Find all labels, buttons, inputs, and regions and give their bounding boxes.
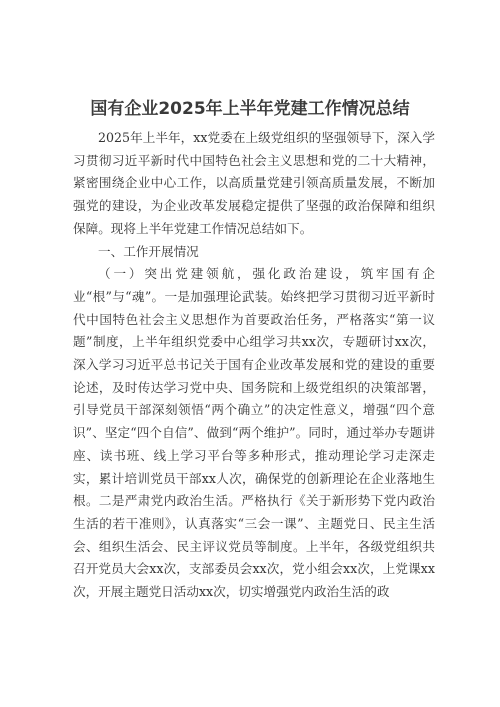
document-title: 国有企业2025年上半年党建工作情况总结 — [90, 99, 410, 119]
section-heading: 一、工作开展情况 — [98, 243, 199, 259]
document-body — [73, 127, 435, 604]
intro-paragraph: 2025年上半年，xx党委在上级党组织的坚强领导下，深入学习贯彻习近平新时代中国特色社会主义思想和党的二十大精神，紧密围绕企业中心工作，以高质量党建引领高质量发展，不断加强党的建设，为企业改革发展稳定提供了坚强的政治保障和组织保障。现将上半年党建工作情况总结如下。 — [73, 130, 435, 236]
body-paragraph: （一）突出党建领航，强化政治建设，筑牢国有企业“根”与“魂”。一是加强理论武装。始终把学习贯彻习近平新时代中国特色社会主义思想作为首要政治任务，严格落实“第一议题”制度，上半年组织党委中心组学习共xx次，专题研讨xx次，深入学习习近平总书记关于国有企业改革发展和党的建设的重要论述，及时传达学习党中央、国务院和上级党组织的决策部署，引导党员干部深刻领悟“两个确立”的决定性意义，增强“四个意识”、坚定“四个自信”、做到“两个维护”。同时，通过举办专题讲座、读书班、线上学习平台等多种形式，推动理论学习走深走实，累计培训党员干部xx人次，确保党的创新理论在企业落地生根。二是严肃党内政治生活。严格执行《关于新形势下党内政治生活的若干准则》，认真落实“三会一课”、主题党日、民主生活会、组织生活会、民主评议党员等制度。上半年，各级党组织共召开党员大会xx次，支部委员会xx次，党小组会xx次，上党课xx次，开展主题党日活动xx次，切实增强党内政治生活的政 — [73, 266, 435, 600]
